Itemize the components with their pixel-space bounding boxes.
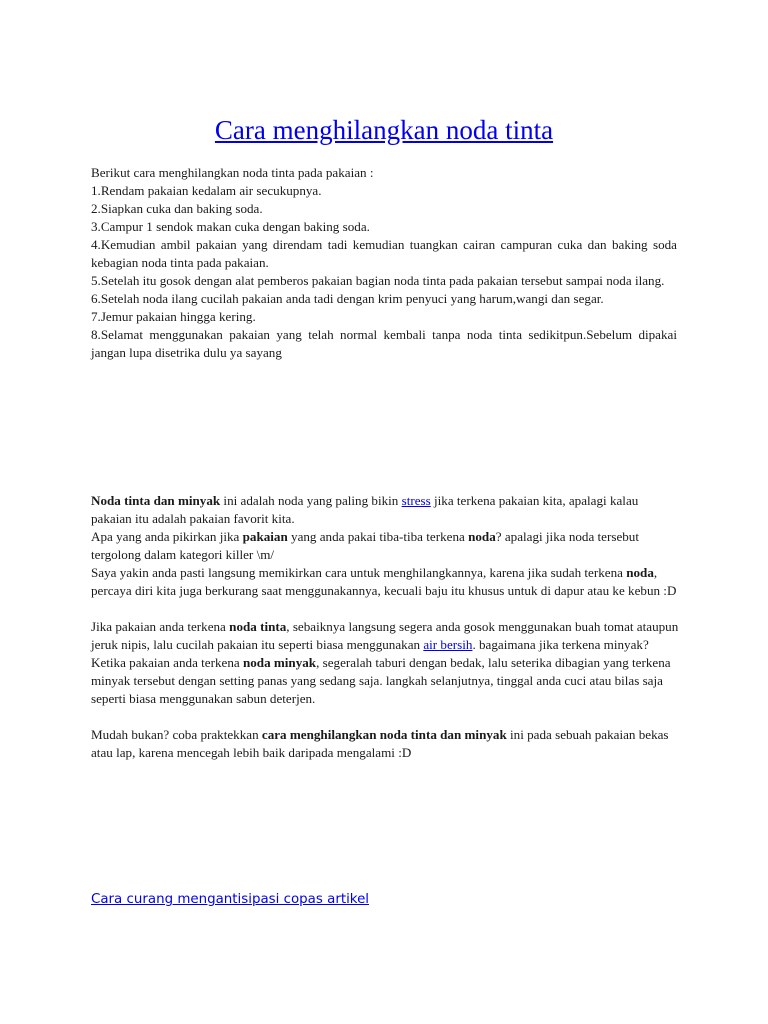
paragraph-text: yang anda pakai tiba-tiba terkena [287, 529, 469, 544]
stress-link[interactable]: stress [401, 493, 431, 508]
bold-phrase: cara menghilangkan noda tinta dan minyak [261, 727, 507, 742]
footer-section [91, 891, 369, 909]
step-1: 1.Rendam pakaian kedalam air secukupnya. [91, 183, 322, 198]
step-8: 8.Selamat menggunakan pakaian yang telah normal kembali tanpa noda tinta sedikitpun.Sebelum dipakai jangan lupa disetrika dulu ya sayang [91, 327, 677, 360]
paragraph-text: ? apalagi jika noda tersebut tergolong dalam kategori killer \m/ [91, 529, 639, 562]
paragraph-text: ini pada sebuah pakaian bekas atau lap, karena mencegah lebih baik daripada mengalami :D [91, 727, 669, 760]
paragraph-text: . bagaimana jika terkena minyak? [472, 637, 649, 652]
paragraph-text: Jika pakaian anda terkena [91, 619, 230, 634]
paragraph-spacer [91, 600, 681, 618]
paragraph-spacer [91, 708, 681, 726]
step-5: 5.Setelah itu gosok dengan alat pemberos pakaian bagian noda tinta pada pakaian tersebut sampai noda ilang. [91, 273, 665, 288]
page-title [0, 110, 768, 150]
paragraph-text: ini adalah noda yang paling bikin [220, 493, 402, 508]
paragraph-text: Mudah bukan? coba praktekkan [91, 727, 262, 742]
title-link[interactable]: Cara menghilangkan noda tinta [214, 115, 554, 145]
air-bersih-link[interactable]: air bersih [423, 637, 473, 652]
intro-text: Berikut cara menghilangkan noda tinta pada pakaian : [91, 165, 374, 180]
article-paragraph-1 [91, 492, 681, 528]
copas-article-link[interactable]: Cara curang mengantisipasi copas artikel [91, 892, 370, 907]
article-paragraph-6 [91, 726, 681, 762]
bold-phrase: pakaian [242, 529, 288, 544]
step-2: 2.Siapkan cuka dan baking soda. [91, 201, 263, 216]
step-7: 7.Jemur pakaian hingga kering. [91, 309, 256, 324]
bold-phrase: noda minyak [242, 655, 317, 670]
paragraph-text: Saya yakin anda pasti langsung memikirkan cara untuk menghilangkannya, karena jika sudah terkena [91, 565, 627, 580]
paragraph-text: jika terkena pakaian kita, apalagi kalau pakaian itu adalah pakaian favorit kita. [91, 493, 639, 526]
bold-phrase: noda [626, 565, 654, 580]
steps-section [91, 164, 677, 362]
article-section [91, 492, 681, 762]
paragraph-text: Apa yang anda pikirkan jika [91, 529, 243, 544]
article-paragraph-4 [91, 618, 681, 654]
step-4: 4.Kemudian ambil pakaian yang direndam tadi kemudian tuangkan cairan campuran cuka dan baking soda kebagian noda tinta pada pakaian. [91, 237, 677, 270]
paragraph-text: Ketika pakaian anda terkena [91, 655, 243, 670]
step-6: 6.Setelah noda ilang cucilah pakaian anda tadi dengan krim penyuci yang harum,wangi dan segar. [91, 291, 604, 306]
article-paragraph-2 [91, 528, 681, 564]
paragraph-text: , sebaiknya langsung segera anda gosok menggunakan buah tomat ataupun jeruk nipis, lalu cucilah pakaian itu seperti biasa menggunakan [91, 619, 679, 652]
bold-phrase: noda tinta [229, 619, 287, 634]
article-paragraph-3 [91, 564, 681, 600]
paragraph-text: , percaya diri kita juga berkurang saat menggunakannya, kecuali baju itu khusus untuk di dapur atau ke kebun :D [91, 565, 677, 598]
bold-phrase: noda [468, 529, 496, 544]
bold-phrase: Noda tinta dan minyak [91, 493, 221, 508]
article-paragraph-5 [91, 654, 681, 708]
step-3: 3.Campur 1 sendok makan cuka dengan baking soda. [91, 219, 370, 234]
paragraph-text: , segeralah taburi dengan bedak, lalu seterika dibagian yang terkena minyak tersebut dengan setting panas yang sedang saja. langkah selanjutnya, tinggal anda cuci atau bilas saja seperti biasa menggunakan sabun deterjen. [91, 655, 671, 706]
